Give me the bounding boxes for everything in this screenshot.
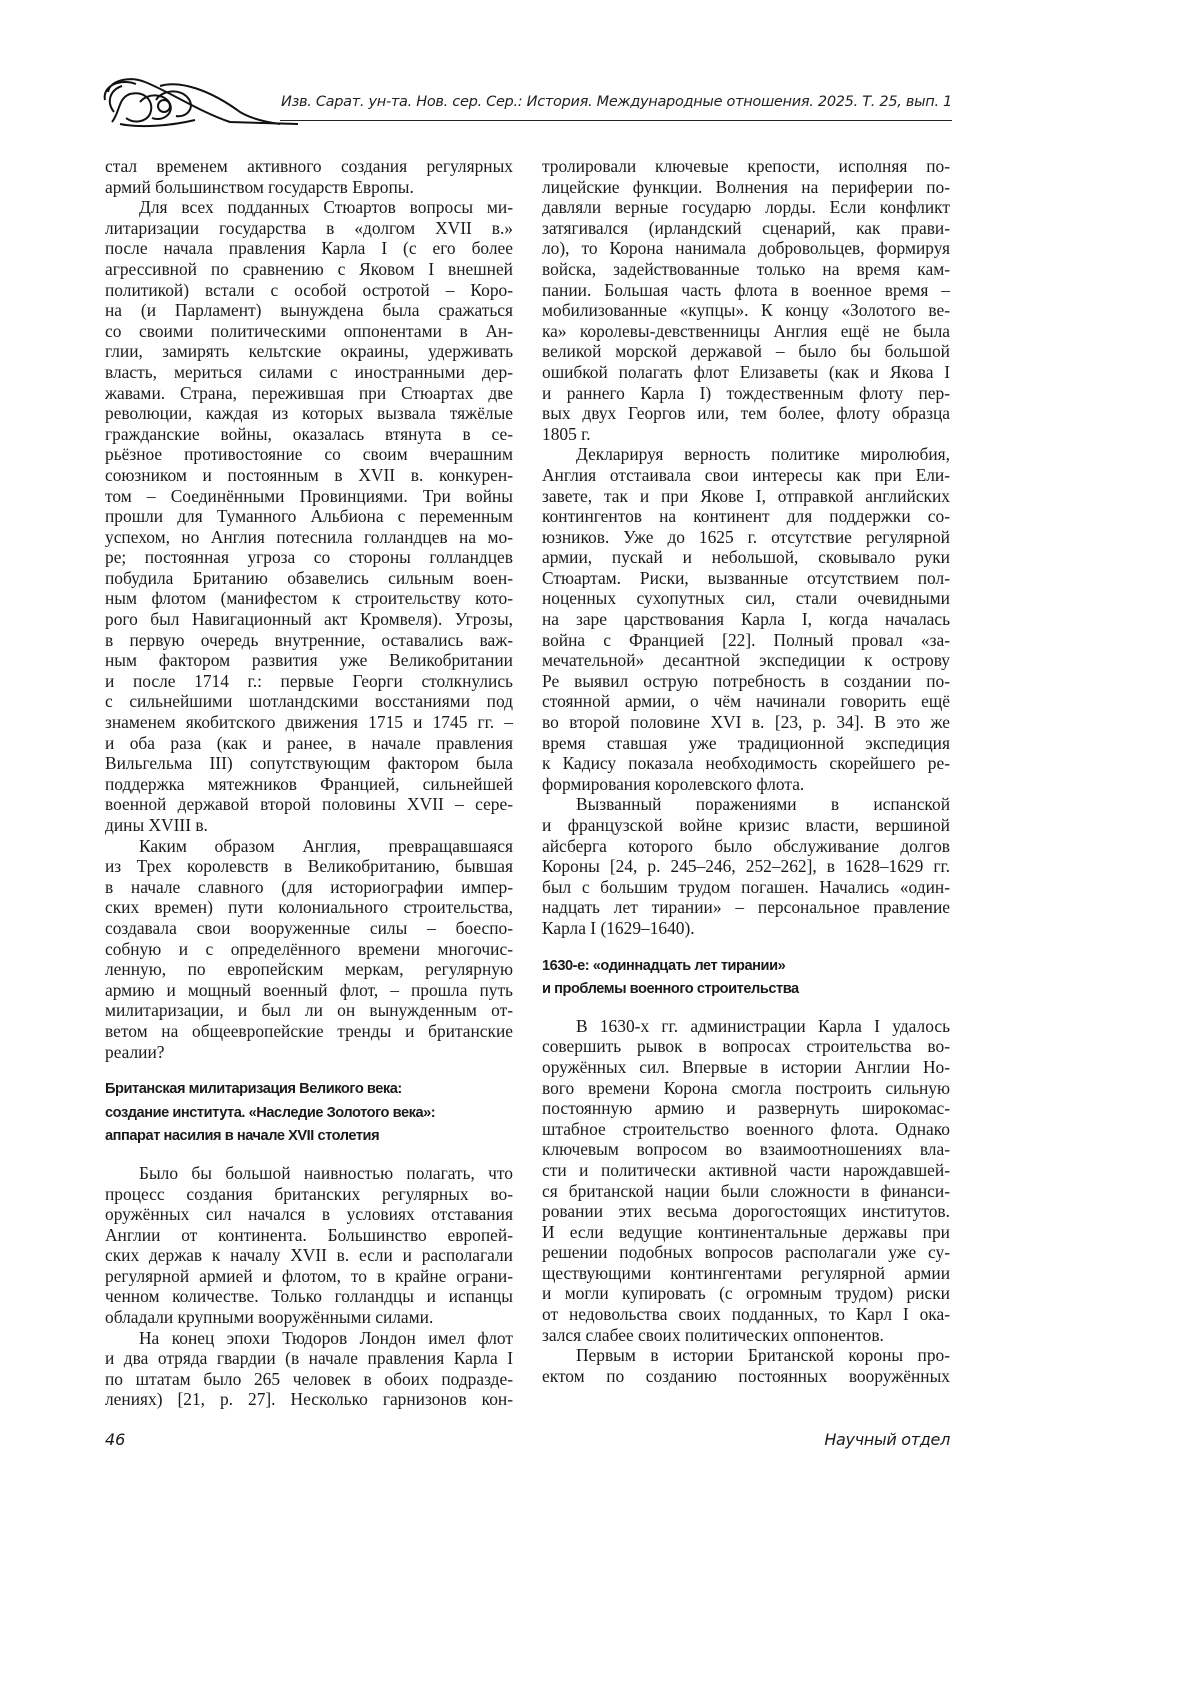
text-line: айсберга которого было обслуживание долгов	[542, 836, 950, 857]
text-column-right	[542, 156, 950, 1386]
text-line: в первую очередь внутренние, оставались важ-	[105, 630, 513, 651]
text-line: гражданские войны, оказалась втянута в се-	[105, 424, 513, 445]
text-line: сти и политически активной части нарождавшей-	[542, 1160, 950, 1181]
text-line: совершить рывок в вопросах строительства во-	[542, 1036, 950, 1057]
text-line: пании. Большая часть флота в военное время –	[542, 280, 950, 301]
text-line: ноценных сухопутных сил, стали очевидными	[542, 588, 950, 609]
paragraph	[105, 1163, 513, 1328]
text-line: литаризации государства в «долгом XVII в.»	[105, 218, 513, 239]
text-line: прошли для Туманного Альбиона с переменным	[105, 506, 513, 527]
text-line: на (и Парламент) вынуждена была сражаться	[105, 300, 513, 321]
text-line: реалии?	[105, 1042, 513, 1063]
text-line: рьёзное противостояние со своим вчерашним	[105, 444, 513, 465]
text-line: армию и мощный военный флот, – прошла путь	[105, 980, 513, 1001]
text-line: оружённых сил начался в условиях отставания	[105, 1204, 513, 1225]
text-line: из Трех королевств в Великобританию, бывшая	[105, 856, 513, 877]
text-line: ленную, по европейским меркам, регулярную	[105, 959, 513, 980]
text-line: вых двух Георгов или, тем более, флоту образца	[542, 403, 950, 424]
text-line: Вильгельма III) сопутствующим фактором была	[105, 753, 513, 774]
text-line: дины XVIII в.	[105, 815, 513, 836]
text-line: обладали крупными вооружёнными силами.	[105, 1307, 513, 1328]
text-line: армии, пускай и небольшой, сковывало руки	[542, 547, 950, 568]
paragraph	[105, 1328, 513, 1410]
text-line: стал временем активного создания регулярных	[105, 156, 513, 177]
text-column-left	[105, 156, 513, 1410]
text-line: лениях) [21, p. 27]. Несколько гарнизонов кон-	[105, 1389, 513, 1410]
text-line: Карла I (1629–1640).	[542, 918, 950, 939]
text-line: был с большим трудом погашен. Начались «один-	[542, 877, 950, 898]
text-line: поддержка мятежников Францией, сильнейшей	[105, 774, 513, 795]
text-line: В 1630-х гг. администрации Карла I удалось	[542, 1016, 950, 1037]
text-line: и оба раза (как и ранее, в начале правления	[105, 733, 513, 754]
text-line: и проблемы военного строительства	[542, 978, 950, 1002]
text-line: в начале славного (для историографии импер-	[105, 877, 513, 898]
text-line: во второй половине XVI в. [23, p. 34]. В это же	[542, 712, 950, 733]
text-line: революции, каждая из которых вызвала тяжёлые	[105, 403, 513, 424]
text-line: Британская милитаризация Великого века:	[105, 1078, 513, 1102]
page-header	[100, 70, 952, 130]
text-line: глии, замирять кельтские окраины, удерживать	[105, 341, 513, 362]
text-line: процесс создания британских регулярных во-	[105, 1184, 513, 1205]
text-line: после начала правления Карла I (с его более	[105, 238, 513, 259]
section-heading	[542, 955, 950, 1002]
text-line: надцать лет тирании» – персональное правление	[542, 897, 950, 918]
text-line: ектом по созданию постоянных вооружённых	[542, 1366, 950, 1387]
text-line: лицейские функции. Волнения на периферии по-	[542, 177, 950, 198]
text-line: время ставшая уже традиционной экспедиция	[542, 733, 950, 754]
text-line: ществующими контингентами регулярной армии	[542, 1263, 950, 1284]
page-number: 46	[105, 1430, 125, 1449]
text-line: ключевым вопросом во взаимоотношениях вла-	[542, 1139, 950, 1160]
text-line: от недовольства своих подданных, то Карл I ока-	[542, 1304, 950, 1325]
text-line: регулярной армией и флотом, то в крайне ограни-	[105, 1266, 513, 1287]
text-line: войска, задействованные только на время кам-	[542, 259, 950, 280]
text-line: Вызванный поражениями в испанской	[542, 794, 950, 815]
paragraph	[105, 836, 513, 1063]
running-title: Изв. Сарат. ун-та. Нов. сер. Сер.: История. Международные отношения. 2025. Т. 25, вып. 1	[281, 94, 952, 110]
text-line: ровании этих весьма дорогостоящих институтов.	[542, 1201, 950, 1222]
text-line: мечательной» десантной экспедиции к острову	[542, 650, 950, 671]
text-line: знаменем якобитского движения 1715 и 1745 гг. –	[105, 712, 513, 733]
text-line: затягивался (ирландский сценарий, как прави-	[542, 218, 950, 239]
text-line: оружённых сил. Впервые в истории Англии Но-	[542, 1057, 950, 1078]
journal-ornament-logo	[100, 72, 300, 128]
text-line: ка» королевы-девственницы Англия ещё не была	[542, 321, 950, 342]
text-line: собную и с определённого времени многочис-	[105, 939, 513, 960]
text-line: союзником и постоянным в XVII в. конкурен-	[105, 465, 513, 486]
text-line: на заре царствования Карла I, когда началась	[542, 609, 950, 630]
text-line: штабное строительство военного флота. Однако	[542, 1119, 950, 1140]
text-line: и могли купировать (с огромным трудом) риски	[542, 1283, 950, 1304]
text-line: агрессивной по сравнению с Яковом I внешней	[105, 259, 513, 280]
paragraph	[542, 444, 950, 794]
section-heading	[105, 1078, 513, 1149]
text-line: 1805 г.	[542, 424, 950, 445]
paragraph	[105, 197, 513, 835]
text-line: Англия отстаивала свои интересы как при Ели-	[542, 465, 950, 486]
text-line: Короны [24, p. 245–246, 252–262], в 1628–1629 гг.	[542, 856, 950, 877]
paragraph	[542, 1345, 950, 1386]
text-line: ся британской нации были сложности в финанси-	[542, 1181, 950, 1202]
text-line: и раннего Карла I) тождественным флоту пер-	[542, 383, 950, 404]
text-line: формирования королевского флота.	[542, 774, 950, 795]
text-line: к Кадису показала необходимость скорейшего ре-	[542, 753, 950, 774]
section-name: Научный отдел	[824, 1430, 950, 1449]
text-line: Англии от континента. Большинство европей-	[105, 1225, 513, 1246]
text-line: и после 1714 г.: первые Георги столкнулись	[105, 671, 513, 692]
text-line: вого времени Корона смогла построить сильную	[542, 1078, 950, 1099]
text-line: создавала свои вооруженные силы – боеспо-	[105, 918, 513, 939]
text-line: Каким образом Англия, превращавшаяся	[105, 836, 513, 857]
text-line: Было бы большой наивностью полагать, что	[105, 1163, 513, 1184]
paragraph	[542, 1016, 950, 1346]
text-line: Для всех подданных Стюартов вопросы ми-	[105, 197, 513, 218]
text-line: военной державой второй половины XVII – сере-	[105, 794, 513, 815]
text-line: политикой) встали с особой остротой – Коро-	[105, 280, 513, 301]
text-line: и два отряда гвардии (в начале правления Карла I	[105, 1348, 513, 1369]
text-line: ошибкой полагать флот Елизаветы (как и Якова I	[542, 362, 950, 383]
text-line: постоянную армию и развернуть широкомас-	[542, 1098, 950, 1119]
text-line: ным фактором развития уже Великобритании	[105, 650, 513, 671]
text-line: и французской войне кризис власти, вершиной	[542, 815, 950, 836]
text-line: по штатам было 265 человек в обоих подразде-	[105, 1369, 513, 1390]
text-line: война с Францией [22]. Полный провал «за-	[542, 630, 950, 651]
text-line: 1630-е: «одиннадцать лет тирании»	[542, 955, 950, 979]
text-line: ным флотом (манифестом к строительству кото-	[105, 588, 513, 609]
text-line: решении подобных вопросов располагали уже су-	[542, 1242, 950, 1263]
text-line: На конец эпохи Тюдоров Лондон имел флот	[105, 1328, 513, 1349]
text-line: юзников. Уже до 1625 г. отсутствие регулярной	[542, 527, 950, 548]
text-line: давляли верные государю лорды. Если конфликт	[542, 197, 950, 218]
text-line: контингентов на континент для поддержки со-	[542, 506, 950, 527]
text-line: успехом, но Англия потеснила голландцев на мо-	[105, 527, 513, 548]
paragraph	[542, 794, 950, 938]
text-line: Первым в истории Британской короны про-	[542, 1345, 950, 1366]
text-line: ченном количестве. Только голландцы и испанцы	[105, 1286, 513, 1307]
text-line: И если ведущие континентальные державы при	[542, 1222, 950, 1243]
text-line: рого был Навигационный акт Кромвеля). Угрозы,	[105, 609, 513, 630]
text-line: с сильнейшими шотландскими восстаниями под	[105, 691, 513, 712]
text-line: мобилизованные «купцы». К концу «Золотого ве-	[542, 300, 950, 321]
text-line: армий большинством государств Европы.	[105, 177, 513, 198]
text-line: милитаризации, и был ли он вынужденным от-	[105, 1000, 513, 1021]
text-line: тролировали ключевые крепости, исполняя по-	[542, 156, 950, 177]
paragraph	[542, 156, 950, 444]
text-line: завете, так и при Якове I, отправкой английских	[542, 486, 950, 507]
text-line: ре; постоянная угроза со стороны голландцев	[105, 547, 513, 568]
text-line: Стюартам. Риски, вызванные отсутствием пол-	[542, 568, 950, 589]
text-line: жавами. Страна, пережившая при Стюартах две	[105, 383, 513, 404]
text-line: создание института. «Наследие Золотого века»:	[105, 1102, 513, 1126]
text-line: великой морской державой – было бы большой	[542, 341, 950, 362]
text-line: ло), то Корона нанимала добровольцев, формируя	[542, 238, 950, 259]
text-line: власть, мериться силами с иностранными дер-	[105, 362, 513, 383]
text-line: ских времен) пути колониального строительства,	[105, 897, 513, 918]
header-rule	[280, 120, 952, 121]
paragraph	[105, 156, 513, 197]
text-line: Декларируя верность политике миролюбия,	[542, 444, 950, 465]
text-line: том – Соединёнными Провинциями. Три войны	[105, 486, 513, 507]
text-line: аппарат насилия в начале XVII столетия	[105, 1125, 513, 1149]
text-line: ветом на общеевропейские тренды и британские	[105, 1021, 513, 1042]
text-line: Ре выявил острую потребность в создании по-	[542, 671, 950, 692]
text-line: стоянной армии, о чём начинали говорить ещё	[542, 691, 950, 712]
text-line: ских держав к началу XVII в. если и располагали	[105, 1245, 513, 1266]
text-line: зался слабее своих политических оппонентов.	[542, 1325, 950, 1346]
text-line: со своими политическими оппонентами в Ан-	[105, 321, 513, 342]
text-line: побудила Британию обзавелись сильным воен-	[105, 568, 513, 589]
